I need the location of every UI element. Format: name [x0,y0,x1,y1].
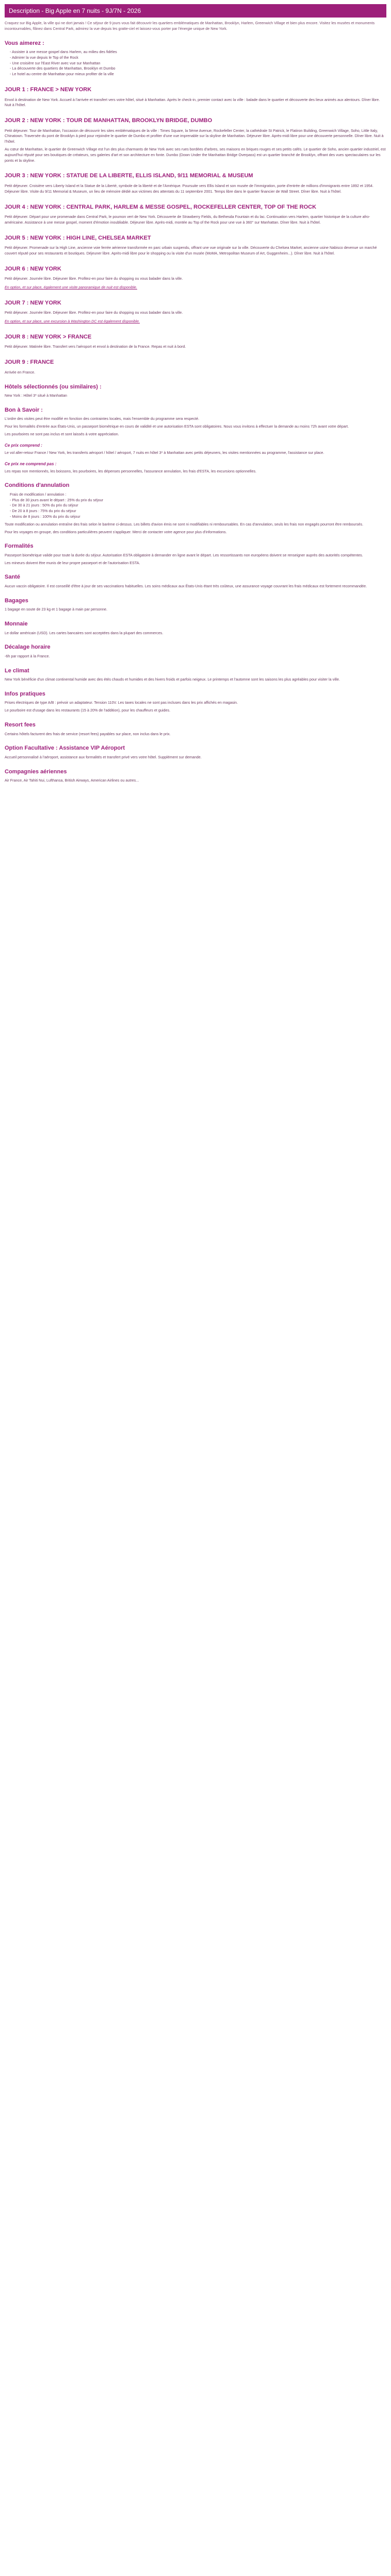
formalities-title: Formalités [5,543,34,550]
bon-savoir-title: Bon à Savoir : [5,406,43,413]
vous-aimerez-title: Vous aimerez : [5,40,44,46]
bon-savoir-item: L'ordre des visites peut être modifié en fonction des contraintes locales, mais l'ensemble du programme sera respecté. [5,416,200,421]
price-includes-title: Ce prix comprend : [5,443,42,448]
day1-title: JOUR 1 : FRANCE > NEW YORK [5,87,92,93]
hotels-title: Hôtels sélectionnés (ou similaires) : [5,383,102,390]
time-title: Décalage horaire [5,644,51,651]
info-title: Infos pratiques [5,690,45,697]
day3-text: Petit déjeuner. Croisière vers Liberty Island et la Statue de la Liberté, symbole de la liberté et de l'Amérique. Poursuite vers Ellis Island et son musée de l'immigration, porte d'entrée de millions d'immigrants entre 1892 et 1954. Déjeuner libre. Visite du 9/11 Memorial & Museum, un lieu de mémoire dédié aux victimes des attentats du 11 septembre 2001. Temps libre dans le quartier financier de Wall Street. Dîner libre. Nuit à l'hôtel. [5,183,374,194]
day1-text: Envol à destination de New York. Accueil à l'arrivée et transfert vers votre hôtel, situé à Manhattan. Après le check-in, premier contact avec la ville : balade dans le quartier et découverte des lieux animés aux alentours. Dîner libre. Nuit à l'hôtel. [5,97,380,108]
day6-text: Petit déjeuner. Journée libre. Déjeuner libre. Profitez-en pour faire du shopping ou vous balader dans la ville. [5,276,183,281]
page [5,0,386,796]
price-excludes-title: Ce prix ne comprend pas : [5,461,57,466]
list-item: - De 30 à 21 jours : 50% du prix du séjour [10,503,78,508]
price-includes-text: Le vol aller-retour France / New York, les transferts aéroport / hôtel / aéroport, 7 nuits en hôtel 3* à Manhattan avec petits déjeuners, les visites mentionnées au programme, l'assistance sur place. [5,450,324,455]
companies-text: Air France, Air Tahiti Nui, Lufthansa, British Airways, American Airlines ou autres... [5,778,139,783]
bon-savoir-item: Pour les formalités d'entrée aux États-Unis, un passeport biométrique en cours de validité et une autorisation ESTA sont obligatoires. Nous vous invitons à effectuer la demande au moins 72h avant votre départ. [5,424,349,429]
conditions-text-2: Pour les voyages en groupe, des conditions particulières peuvent s'appliquer. Merci de contacter votre agence pour plus d'informations. [5,529,227,534]
day8-title: JOUR 8 : NEW YORK > FRANCE [5,333,92,340]
info-text-2: Le pourboire est d'usage dans les restaurants (15 à 20% de l'addition), pour les chauffeurs et guides. [5,708,171,713]
day4-title: JOUR 4 : NEW YORK : CENTRAL PARK, HARLEM & MESSE GOSPEL, ROCKEFELLER CENTER, TOP OF THE ROCK [5,204,317,210]
day5-title: JOUR 5 : NEW YORK : HIGH LINE, CHELSEA MARKET [5,234,151,241]
option-title: Option Facultative : Assistance VIP Aéroport [5,745,125,752]
day2-extra-text: Au cœur de Manhattan, le quartier de Greenwich Village est l'un des plus charmants de New York avec ses rues bordées d'arbres, ses maisons en briques rouges et ses petits cafés. Le quartier de Soho, ancien quartier industriel, est aujourd'hui réputé pour ses boutiques de créateurs, ses galeries d'art et son architecture en fonte. Dumbo (Down Under the Manhattan Bridge Overpass) est un quartier branché de Brooklyn, offrant des vues spectaculaires sur les ponts et la skyline. [5,147,386,163]
day6-optional-link[interactable]: En option, et sur place, également une visite panoramique de nuit est disponible. [5,285,137,290]
price-excludes-text: Les repas non mentionnés, les boissons, les pourboires, les dépenses personnelles, l'assurance annulation, les frais d'ESTA, les excursions optionnelles. [5,468,257,473]
conditions-list [5,492,386,520]
conditions-title: Conditions d'annulation [5,482,70,489]
list-item: - De 20 à 8 jours : 75% du prix du séjour [10,509,76,514]
health-title: Santé [5,574,20,581]
resort-text: Certains hôtels facturent des frais de service (resort fees) payables sur place, non inclus dans le prix. [5,731,171,736]
resort-title: Resort fees [5,722,36,728]
list-item: - Plus de 30 jours avant le départ : 25% du prix du séjour [10,497,103,502]
health-text: Aucun vaccin obligatoire. Il est conseillé d'être à jour de ses vaccinations habituelles. Les soins médicaux aux États-Unis étant très coûteux, une assurance voyage couvrant les frais médicaux est fortement recommandée. [5,583,367,588]
day9-text: Arrivée en France. [5,369,36,375]
day2-text: Petit déjeuner. Tour de Manhattan, l'occasion de découvrir les sites emblématiques de la ville : Times Square, la 5ème Avenue, Rockefeller Center, la cathédrale St Patrick, le Flatiron Building, Greenwich Village, Soho, Little Italy, Chinatown. Traversée du pont de Brooklyn à pied pour rejoindre le quartier de Dumbo et profiter d'une vue imprenable sur la skyline de Manhattan. Déjeuner libre. Après-midi libre pour une découverte personnelle. Dîner libre. Nuit à l'hôtel. [5,128,384,144]
luggage-text: 1 bagage en soute de 23 kg et 1 bagage à main par personne. [5,607,108,612]
companies-title: Compagnies aériennes [5,768,67,775]
list-item: - Une croisière sur l'East River avec vue sur Manhattan [10,60,101,65]
money-title: Monnaie [5,621,28,628]
option-text: Accueil personnalisé à l'aéroport, assistance aux formalités et transfert privé vers votre hôtel. Supplément sur demande. [5,754,202,759]
day9-title: JOUR 9 : FRANCE [5,359,54,366]
luggage-title: Bagages [5,597,28,604]
day6-title: JOUR 6 : NEW YORK [5,265,61,272]
vous-aimerez-list [5,49,386,77]
list-item: - Moins de 8 jours : 100% du prix du séjour [10,514,80,519]
climate-text: New York bénéficie d'un climat continental humide avec des étés chauds et humides et des hivers froids et parfois neigeux. Le printemps et l'automne sont les saisons les plus agréables pour visiter la ville. [5,677,340,682]
day7-optional-link[interactable]: En option, et sur place, une excursion à Washington DC est également disponible. [5,319,140,324]
day7-text: Petit déjeuner. Journée libre. Déjeuner libre. Profitez-en pour faire du shopping ou vous balader dans la ville. [5,310,183,315]
time-text: -6h par rapport à la France. [5,653,50,658]
hotels-text: New York : Hôtel 3* situé à Manhattan [5,393,68,398]
day7-title: JOUR 7 : NEW YORK [5,299,61,306]
bon-savoir-item: Les pourboires ne sont pas inclus et sont laissés à votre appréciation. [5,431,119,436]
conditions-text: Toute modification ou annulation entraîne des frais selon le barème ci-dessus. Les billets d'avion émis ne sont ni modifiables ni remboursables. En cas d'annulation, seuls les frais non engagés pourront être remboursés. [5,521,364,527]
formalities-text-2: Les mineurs doivent être munis de leur propre passeport et de l'autorisation ESTA. [5,560,140,565]
page-title: Description - Big Apple en 7 nuits - 9J/7N - 2026 [5,4,386,18]
money-text: Le dollar américain (USD). Les cartes bancaires sont acceptées dans la plupart des commerces. [5,630,164,635]
list-item: - La découverte des quartiers de Manhattan, Brooklyn et Dumbo [10,66,116,71]
list-item: - Le hotel au centre de Manhattan pour mieux profiter de la ville [10,72,114,77]
intro-text: Craquez sur Big Apple, la ville qui ne dort jamais ! Ce séjour de 9 jours vous fait découvrir les quartiers emblématiques de Manhattan, Brooklyn, Harlem, Greenwich Village et bien plus encore. Visitez les musées et monuments incontournables, flânez dans Central Park, admirez la vue depuis les gratte-ciel et laissez-vous porter par l'énergie unique de New York. [5,21,375,31]
climate-title: Le climat [5,667,29,674]
day3-title: JOUR 3 : NEW YORK : STATUE DE LA LIBERTE, ELLIS ISLAND, 9/11 MEMORIAL & MUSEUM [5,173,253,179]
formalities-text: Passeport biométrique valide pour toute la durée du séjour. Autorisation ESTA obligatoire à demander en ligne avant le départ. Les ressortissants non européens doivent se renseigner auprès des autorités compétentes. [5,552,363,557]
list-item: - Assister à une messe gospel dans Harlem, au milieu des fidèles [10,49,117,55]
info-text: Prises électriques de type A/B : prévoir un adaptateur. Tension 110V. Les taxes locales ne sont pas incluses dans les prix affichés en magasin. [5,700,238,705]
list-item: Frais de modification / annulation : [10,492,67,497]
day5-text: Petit déjeuner. Promenade sur la High Line, ancienne voie ferrée aérienne transformée en parc urbain suspendu, offrant une vue originale sur la ville. Découverte du Chelsea Market, ancienne usine Nabisco devenue un marché couvert réputé pour ses restaurants et boutiques. Déjeuner libre. Après-midi libre pour le shopping ou la visite d'un musée (MoMA, Metropolitan Museum of Art, Guggenheim...). Dîner libre. Nuit à l'hôtel. [5,245,377,256]
day4-text: Petit déjeuner. Départ pour une promenade dans Central Park, le poumon vert de New York. Découverte de Strawberry Fields, du Bethesda Fountain et du lac. Continuation vers Harlem, quartier historique de la culture afro-américaine. Assistance à une messe gospel, moment d'émotion inoubliable. Déjeuner libre. Après-midi, montée au Top of the Rock pour une vue à 360° sur Manhattan. Dîner libre. Nuit à l'hôtel. [5,214,370,225]
day8-text: Petit déjeuner. Matinée libre. Transfert vers l'aéroport et envol à destination de la France. Repas et nuit à bord. [5,344,186,349]
day2-title: JOUR 2 : NEW YORK : TOUR DE MANHATTAN, BROOKLYN BRIDGE, DUMBO [5,117,213,124]
list-item: - Admirer la vue depuis le Top of the Rock [10,55,78,60]
